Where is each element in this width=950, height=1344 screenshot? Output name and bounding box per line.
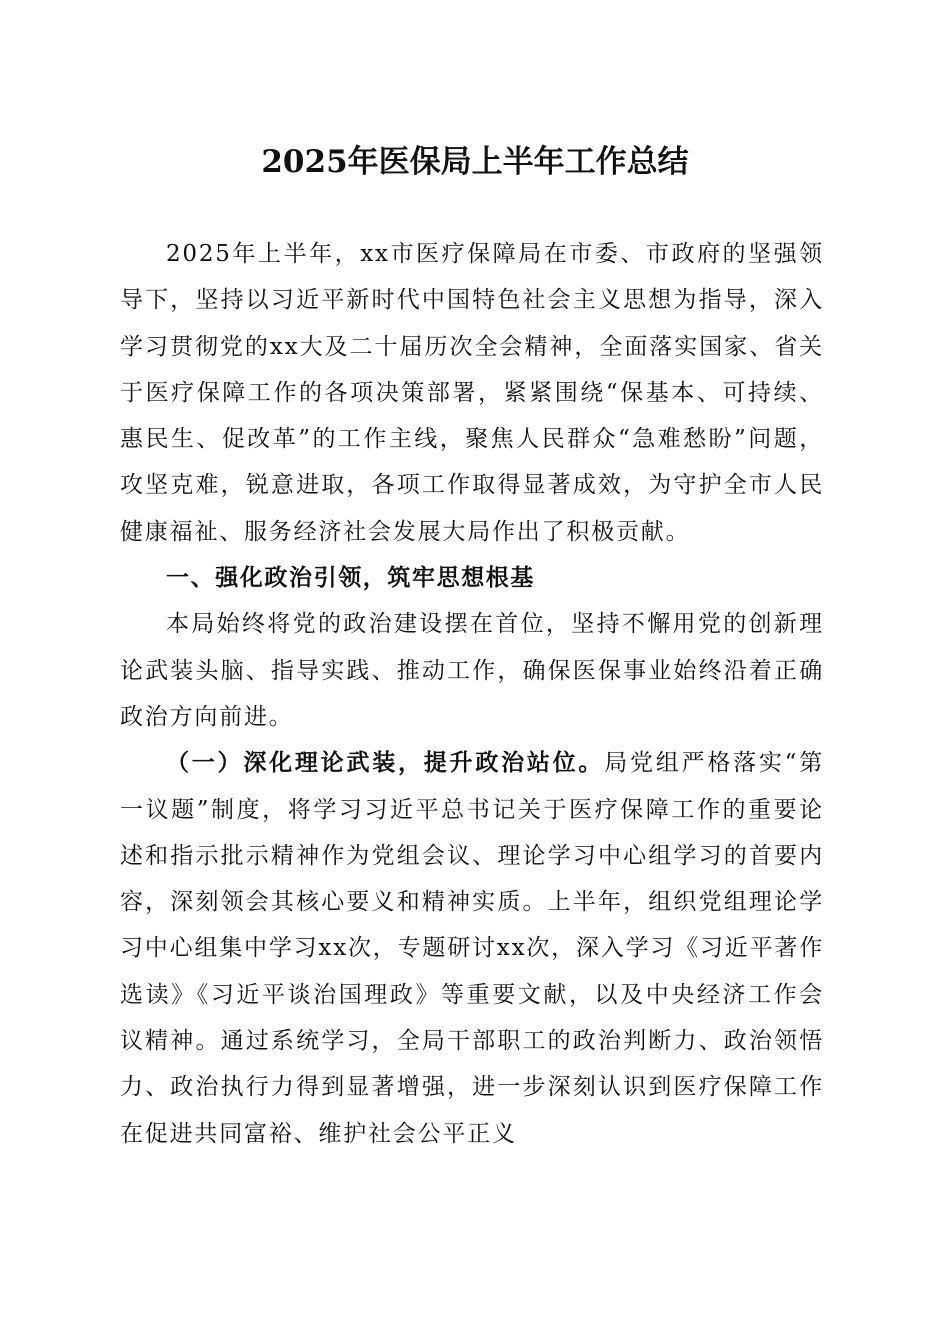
subsection-1-heading: （一）深化理论武装，提升政治站位。 bbox=[166, 749, 605, 777]
document-title: 2025年医保局上半年工作总结 bbox=[261, 144, 689, 180]
section-1-heading: 一、强化政治引领，筑牢思想根基 bbox=[166, 565, 535, 592]
subsection-1-text: 局党组严格落实“第一议题”制度，将学习习近平总书记关于医疗保障工作的重要论述和指示批示精神作为党组会议、理论学习中心组学习的首要内容，深刻领会其核心要义和精神实质。上半年，组织党组理论学习中心组集中学习xx次，专题研讨xx次，深入学习《习近平著作选读》《习近平谈治国理政》等重要文献，以及中央经济工作会议精神。通过系统学习，全局干部职工的政治判断力、政治领悟力、政治执行力得到显著增强，进一步深刻认识到医疗保障工作在促进共同富裕、维护社会公平正义 bbox=[120, 750, 824, 1147]
section-1-paragraph: 本局始终将党的政治建设摆在首位，坚持不懈用党的创新理论武装头脑、指导实践、推动工作，确保医保事业始终沿着正确政治方向前进。 bbox=[120, 611, 824, 730]
subsection-1-paragraph bbox=[120, 740, 824, 1157]
intro-paragraph: 2025年上半年，xx市医疗保障局在市委、市政府的坚强领导下，坚持以习近平新时代中国特色社会主义思想为指导，深入学习贯彻党的xx大及二十届历次全会精神，全面落实国家、省关于医疗保障工作的各项决策部署，紧紧围绕“保基本、可持续、惠民生、促改革”的工作主线，聚焦人民群众“急难愁盼”问题，攻坚克难，锐意进取，各项工作取得显著成效，为守护全市人民健康福祉、服务经济社会发展大局作出了积极贡献。 bbox=[120, 241, 824, 545]
document-body bbox=[120, 231, 824, 1157]
